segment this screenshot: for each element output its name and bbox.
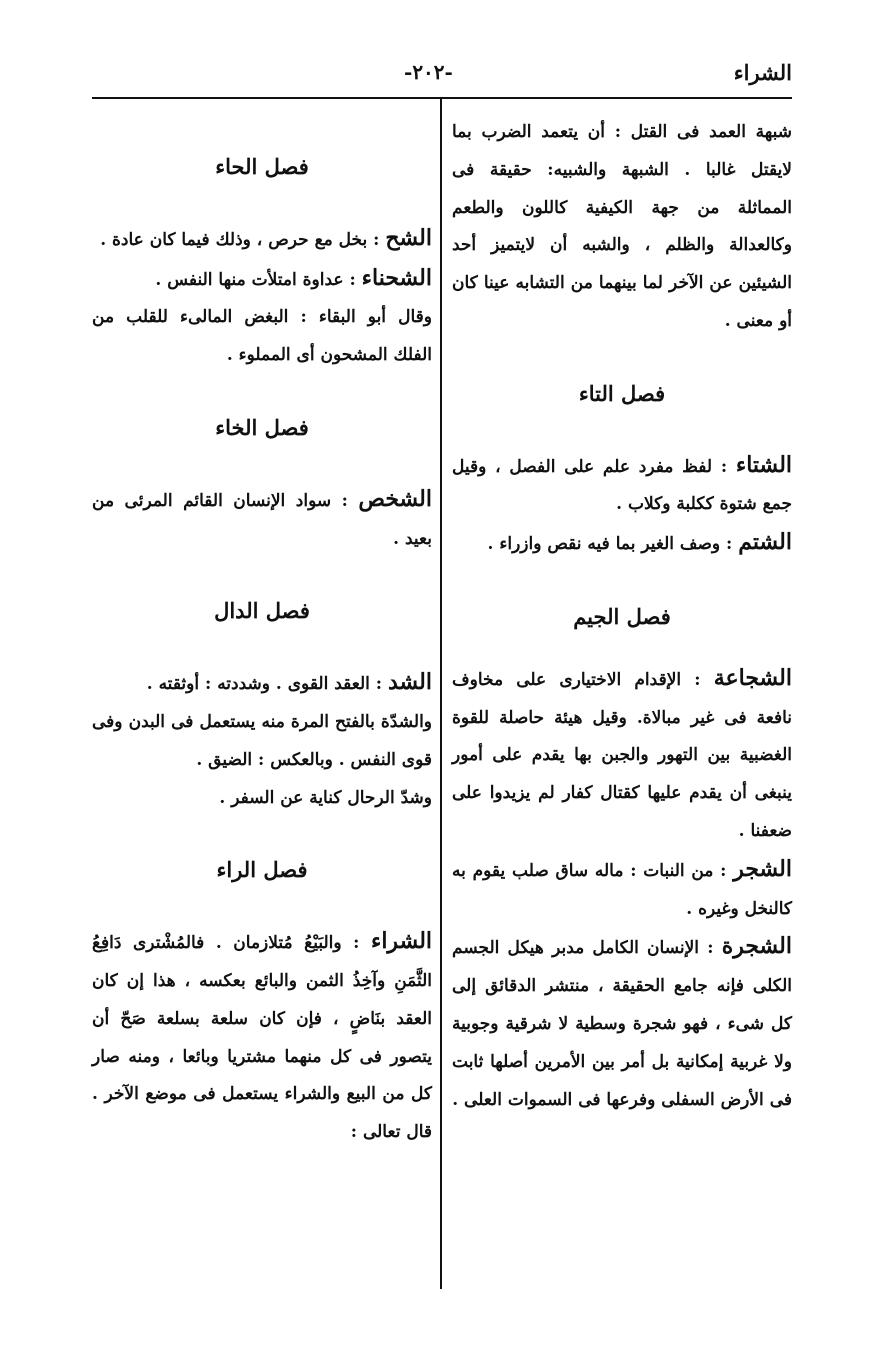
entry-shakhs: [92, 481, 432, 559]
term-shuh: الشح: [385, 224, 432, 251]
entry-shata: [452, 447, 792, 525]
term-shadd: الشد: [388, 669, 432, 696]
def-shira: : والبَيْعُ مُتلازمان . فالمُشْترى دَافِعُ الثَّمَنِ وآخِذُ الثمن والبائع بعكسه ، هذا إن كان العقد بنَاضٍ ، فإن كان سلعة بسلعة صَحّ أن يتصور فى كل منهما مشتريا وبائعا ، ومنه صار كل من البيع والشراء يستعمل فى موضع الآخر . قال تعالى :: [92, 933, 432, 1143]
def-shajar: : من النبات : ماله ساق صلب يقوم به كالنخل وغيره .: [452, 860, 792, 919]
entry-shuh: [92, 220, 432, 260]
def-shakhs: : سواد الإنسان القائم المرئى من بعيد .: [92, 490, 432, 549]
entry-shira: [92, 923, 432, 1152]
section-title-ha: فصل الحاء: [215, 154, 309, 179]
def-shajara: : الإنسان الكامل مدبر هيكل الجسم الكلى فإنه جامع الحقيقة ، منتشر الدقائق إلى كل شىء ، فهو شجرة وسطية لا شرقية وجوبية ولا غربية إمكانية بل أمر بين الأمرين أصلها ثابت فى الأرض السفلى وفرعها فى السموات العلى .: [452, 938, 792, 1110]
entry-shatm: [452, 524, 792, 564]
def-shatm: : وصف الغير بما فيه نقص وازراء .: [487, 534, 733, 555]
entry-shajar: [452, 851, 792, 929]
def-shuh: : بخل مع حرص ، وذلك فيما كان عادة .: [100, 229, 380, 250]
term-shajara: الشجرة: [721, 933, 792, 960]
term-shajaa: الشجاعة: [713, 664, 792, 691]
term-shakhs: الشخص: [358, 485, 433, 512]
section-title-dal: فصل الدال: [214, 598, 310, 624]
def-shadd: : العقد القوى . وشددته : أوثقته .: [146, 674, 383, 695]
left-column: [92, 114, 432, 1152]
entry-shajaa: [452, 660, 792, 851]
note-shadd-1: والشدّة بالفتح المرة منه يستعمل فى البدن وفى قوى النفس . وبالعكس : الضيق .: [92, 711, 432, 770]
entry-shajara: [452, 928, 792, 1119]
term-shatm: الشتم: [738, 529, 792, 556]
entry-shadd: [92, 664, 432, 704]
note-shadd-2: وشدّ الرحال كناية عن السفر .: [219, 787, 432, 808]
page-header: [92, 60, 792, 96]
term-shata: الشتاء: [735, 451, 793, 478]
def-shajaa: : الإقدام الاختيارى على مخاوف نافعة فى غير مبالاة. وقيل هيئة حاصلة للقوة الغضبية بين التهور والجبن بها يقدم على أمور ينبغى أن يقدم عليها كقتال كفار لم يزيدوا على ضعفنا .: [452, 669, 792, 841]
column-divider: [440, 99, 442, 1289]
entry-shahna: [92, 260, 432, 300]
term-shajar: الشجر: [733, 855, 792, 882]
header-rule: [92, 97, 792, 99]
def-shata: : لفظ مفرد علم على الفصل ، وقيل جمع شتوة ككلبة وكلاب .: [452, 456, 792, 515]
section-title-kha: فصل الخاء: [215, 414, 309, 440]
entry-shubha: شبهة العمد فى القتل : أن يتعمد الضرب بما لايقتل غالبا . الشبهة والشبيه: حقيقة فى المماثلة من جهة الكيفية كاللون والطعم وكالعدالة والظلم ، والشبه أن لايتميز أحد الشيئين عن الآخر لما بينهما من التشابه عينا كان أو معنى .: [452, 122, 792, 331]
note-shahna: وقال أبو البقاء : البغض المالىء للقلب من الفلك المشحون أى المملوء .: [92, 307, 432, 366]
section-title-ta: فصل التاء: [578, 380, 666, 406]
term-shira: الشراء: [370, 928, 433, 955]
running-title: الشراء: [733, 60, 792, 85]
section-title-ra: فصل الراء: [216, 857, 308, 883]
term-shahna: الشحناء: [361, 264, 432, 291]
right-column: [452, 114, 792, 1119]
def-shahna: : عداوة امتلأت منها النفس .: [155, 269, 356, 290]
page-number: -٢٠٢-: [404, 60, 453, 84]
section-title-jim: فصل الجيم: [573, 603, 671, 629]
